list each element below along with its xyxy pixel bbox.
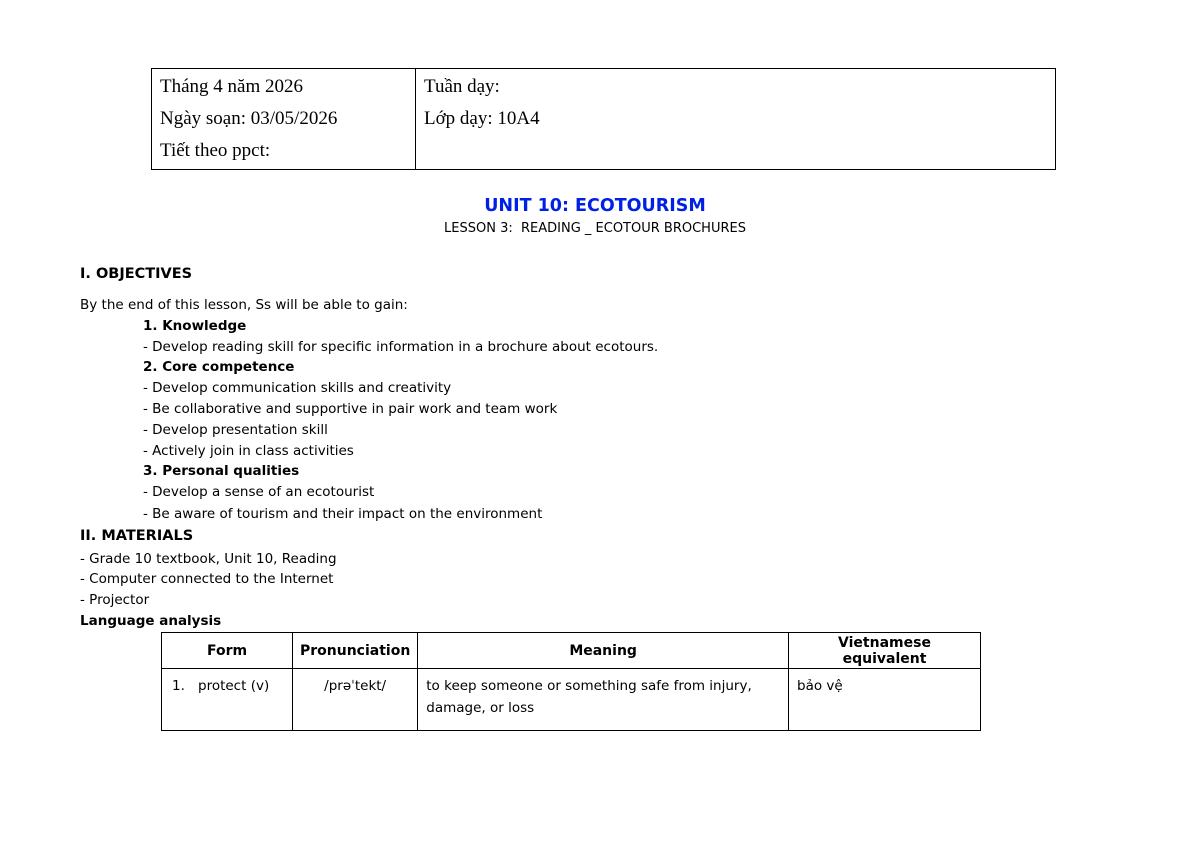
qualities-heading: 3. Personal qualities (143, 463, 300, 479)
table-header-row (162, 633, 981, 669)
form-text: protect (v) (198, 678, 270, 694)
meaning-cell: to keep someone or something safe from injury, damage, or loss (418, 669, 789, 731)
header-right-cell (416, 69, 1056, 170)
table-row (162, 669, 981, 731)
qualities-item: - Be aware of tourism and their impact on the environment (143, 506, 543, 522)
lesson-title: LESSON 3: READING _ ECOTOUR BROCHURES (444, 221, 746, 236)
competence-item: - Develop communication skills and creativity (143, 380, 452, 396)
unit-title: UNIT 10: ECOTOURISM (484, 196, 706, 216)
class-text: Lớp dạy: 10A4 (424, 108, 540, 129)
column-header: Vietnamese equivalent (789, 633, 981, 669)
materials-heading: II. MATERIALS (80, 528, 194, 544)
header-left-cell (152, 69, 416, 170)
materials-item: - Computer connected to the Internet (80, 571, 334, 587)
column-header: Form (162, 633, 293, 669)
competence-heading: 2. Core competence (143, 359, 295, 375)
competence-item: - Develop presentation skill (143, 422, 328, 438)
knowledge-heading: 1. Knowledge (143, 318, 247, 334)
objectives-intro: By the end of this lesson, Ss will be able to gain: (80, 297, 408, 313)
prep-date-text: Ngày soạn: 03/05/2026 (160, 108, 338, 129)
language-analysis-heading: Language analysis (80, 613, 222, 629)
month-text: Tháng 4 năm 2026 (160, 76, 304, 97)
qualities-item: - Develop a sense of an ecotourist (143, 484, 375, 500)
language-analysis-table (161, 632, 981, 731)
objectives-heading: I. OBJECTIVES (80, 266, 193, 282)
knowledge-item: - Develop reading skill for specific information in a brochure about ecotours. (143, 339, 659, 355)
pronunciation-cell: /prəˈtekt/ (293, 669, 418, 731)
row-number: 1. (172, 678, 185, 694)
form-cell (162, 669, 293, 731)
competence-item: - Be collaborative and supportive in pair work and team work (143, 401, 558, 417)
column-header: Pronunciation (293, 633, 418, 669)
header-table (151, 68, 1056, 170)
materials-item: - Projector (80, 592, 150, 608)
week-text: Tuần dạy: (424, 76, 500, 97)
vietnamese-cell: bảo vệ (789, 669, 981, 731)
competence-item: - Actively join in class activities (143, 443, 354, 459)
column-header: Meaning (418, 633, 789, 669)
period-text: Tiết theo ppct: (160, 140, 271, 161)
materials-item: - Grade 10 textbook, Unit 10, Reading (80, 551, 337, 567)
